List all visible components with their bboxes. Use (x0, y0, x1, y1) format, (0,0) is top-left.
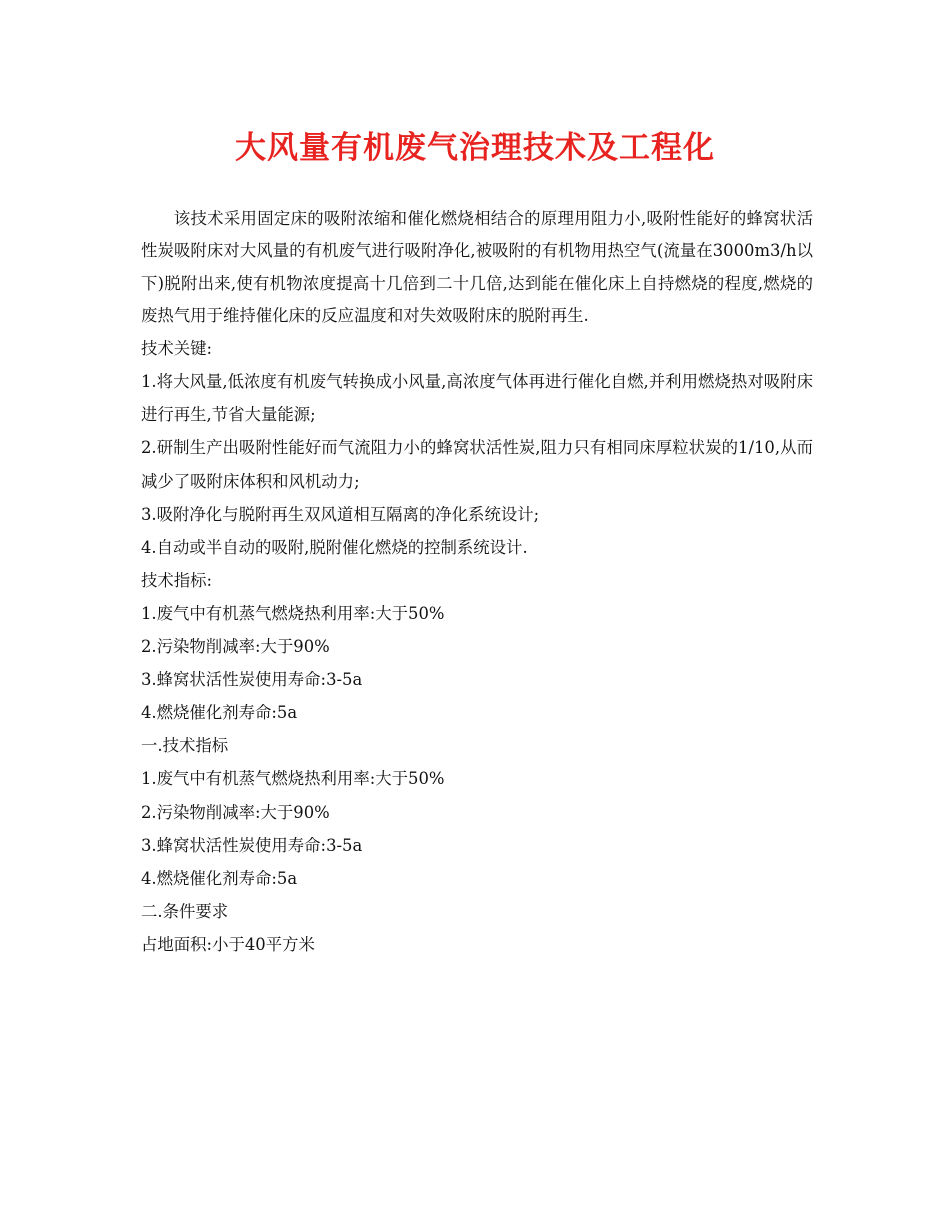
section-two-heading: 二.条件要求 (141, 901, 229, 921)
key-tech-item: 4.自动或半自动的吸附,脱附催化燃烧的控制系统设计. (141, 537, 528, 557)
document-title: 大风量有机废气治理技术及工程化 (235, 130, 715, 166)
section-one-item: 1.废气中有机蒸气燃烧热利用率:大于50% (141, 769, 445, 789)
section-two-text: 占地面积:小于40平方米 (141, 934, 315, 954)
key-tech-item: 2.研制生产出吸附性能好而气流阻力小的蜂窝状活性炭,阻力只有相同床厚粒状炭的1/10,从而减少了吸附床体积和风机动力; (141, 438, 813, 491)
key-tech-item: 3.吸附净化与脱附再生双风道相互隔离的净化系统设计; (141, 504, 540, 524)
indicator-item: 2.污染物削减率:大于90% (141, 637, 330, 657)
section-one-item: 4.燃烧催化剂寿命:5a (141, 868, 298, 888)
document-body (141, 203, 813, 961)
indicator-item: 3.蜂窝状活性炭使用寿命:3-5a (141, 670, 363, 690)
key-tech-item: 1.将大风量,低浓度有机废气转换成小风量,高浓度气体再进行催化自燃,并利用燃烧热对吸附床进行再生,节省大量能源; (141, 372, 813, 425)
section-one-heading: 一.技术指标 (141, 736, 229, 756)
intro-paragraph: 该技术采用固定床的吸附浓缩和催化燃烧相结合的原理用阻力小,吸附性能好的蜂窝状活性炭吸附床对大风量的有机废气进行吸附净化,被吸附的有机物用热空气(流量在3000m3/h以下)脱附出来,使有机物浓度提高十几倍到二十几倍,达到能在催化床上自持燃烧的程度,燃烧的废热气用于维持催化床的反应温度和对失效吸附床的脱附再生. (141, 209, 813, 325)
key-tech-heading: 技术关键: (141, 339, 213, 359)
content-lines (141, 332, 813, 961)
indicator-item: 4.燃烧催化剂寿命:5a (141, 703, 298, 723)
section-one-item: 3.蜂窝状活性炭使用寿命:3-5a (141, 835, 363, 855)
section-one-item: 2.污染物削减率:大于90% (141, 802, 330, 822)
indicator-item: 1.废气中有机蒸气燃烧热利用率:大于50% (141, 603, 445, 623)
indicators-heading: 技术指标: (141, 570, 213, 590)
